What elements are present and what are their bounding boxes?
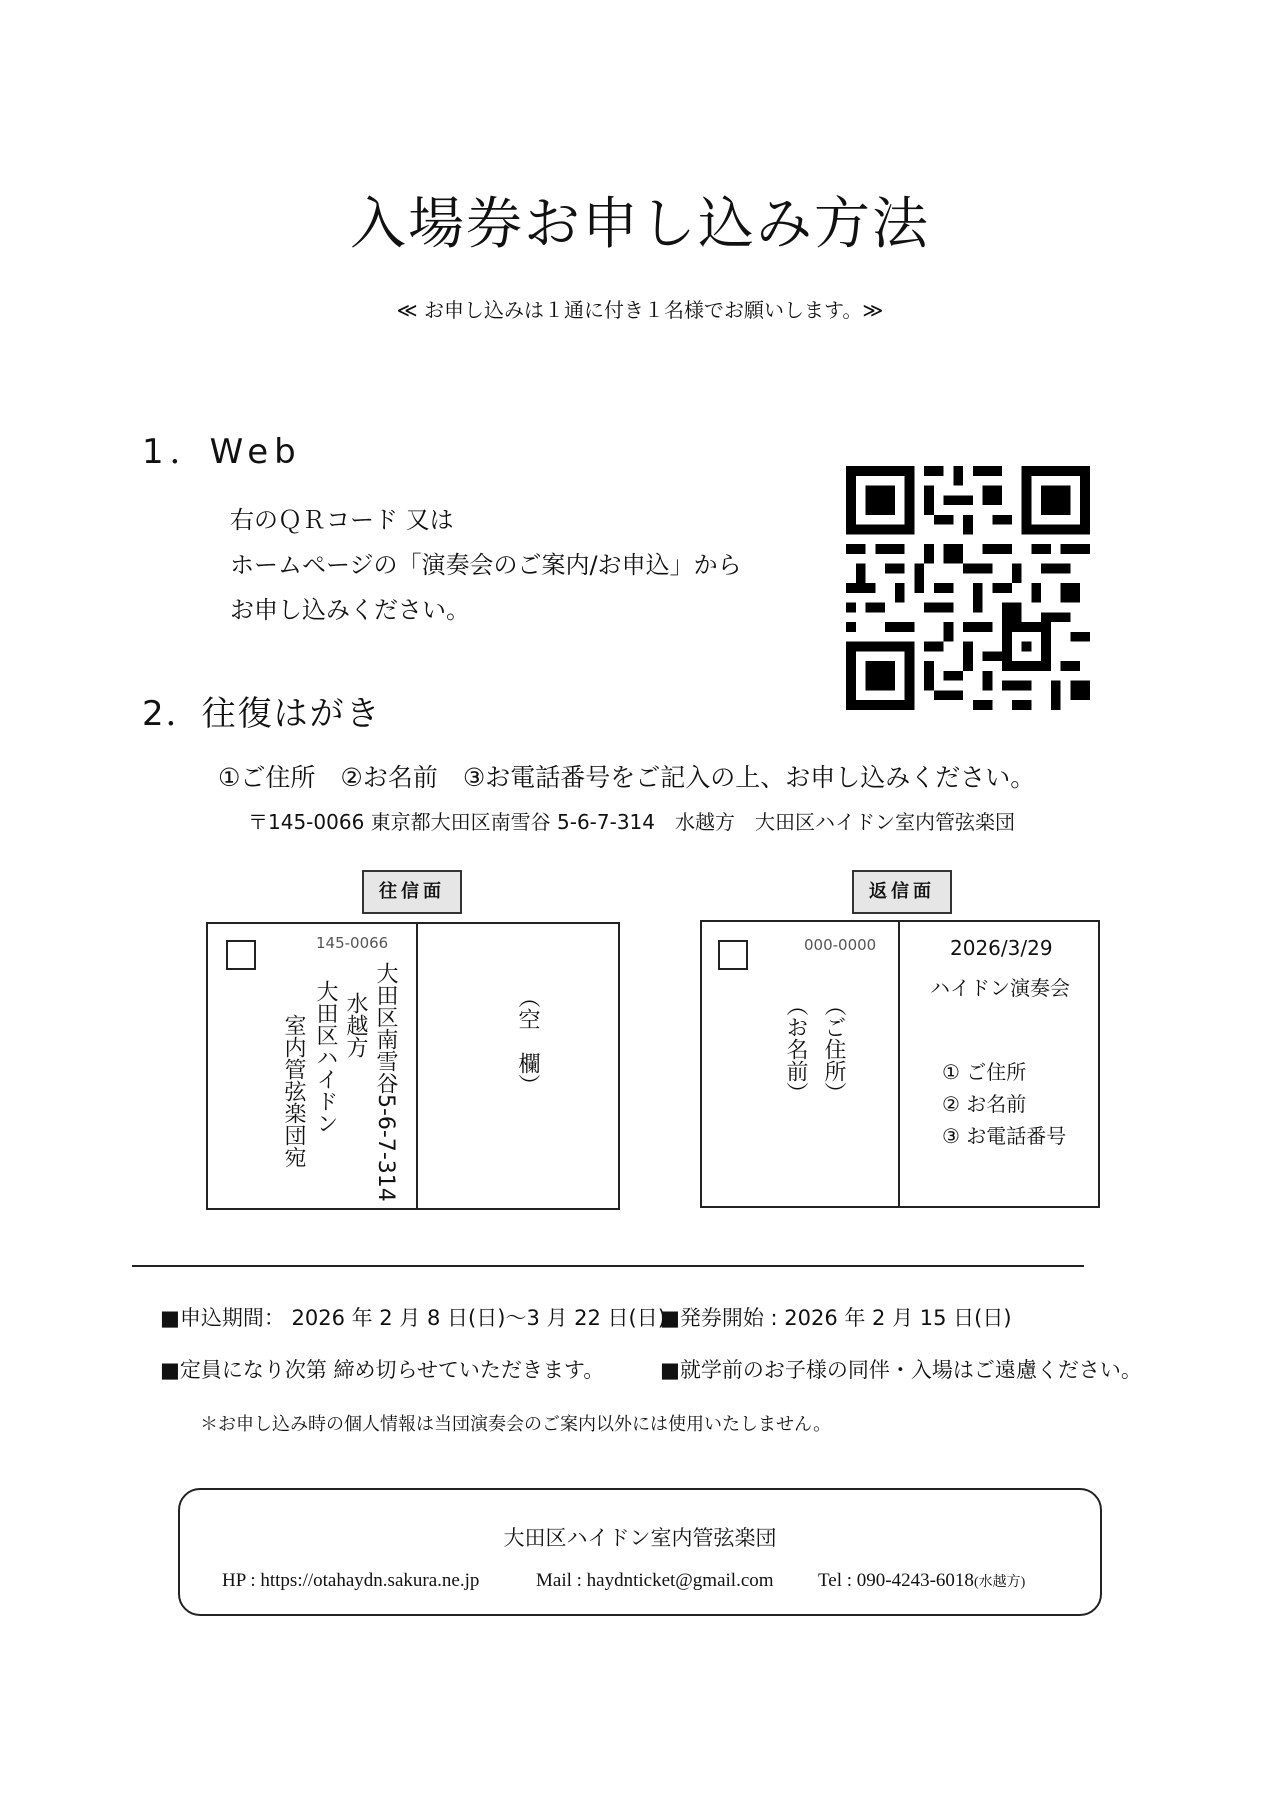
reply-item-3: ③ お電話番号: [942, 1124, 1067, 1148]
application-period: ■申込期間： 2026 年 2 月 8 日(日)〜3 月 22 日(日): [160, 1306, 666, 1330]
section-web-heading: 1．Web: [142, 432, 302, 472]
homepage-link[interactable]: HP : https://otahaydn.sakura.ne.jp: [222, 1570, 480, 1591]
capacity-note: ■定員になり次第 締め切らせていただきます。: [160, 1358, 605, 1382]
phone-number: [818, 1570, 1025, 1592]
outgoing-address-line2: 水越方: [343, 992, 368, 1058]
section-postcard-heading: 2．往復はがき: [142, 694, 382, 734]
outgoing-blank-text: （空 欄）: [515, 986, 540, 1096]
outgoing-address-line1: 大田区南雪谷5-6-7-314: [373, 962, 398, 1202]
page-subtitle: ≪ お申し込みは１通に付き１名様でお願いします。≫: [396, 298, 884, 322]
footer-org: 大田区ハイドン室内管弦楽団: [503, 1526, 777, 1550]
reply-zip: 000-0000: [804, 936, 877, 954]
reply-date: 2026/3/29: [950, 936, 1053, 960]
outgoing-side-label: 往信面: [362, 870, 462, 914]
phone-text: Tel : 090-4243-6018: [818, 1570, 974, 1591]
outgoing-org-line2: 室内管弦楽団宛: [281, 1014, 306, 1168]
children-note: ■就学前のお子様の同伴・入場はご遠慮ください。: [660, 1358, 1142, 1382]
reply-side-label: 返信面: [852, 870, 952, 914]
divider: [132, 1265, 1084, 1267]
outgoing-org-line1: 大田区ハイドン: [313, 980, 338, 1134]
web-line-2: ホームページの「演奏会のご案内/お申込」から: [230, 551, 742, 579]
postcard-address: 〒145-0066 東京都大田区南雪谷 5-6-7-314 水越方 大田区ハイドン室内管弦楽団: [248, 810, 1016, 834]
outgoing-zip: 145-0066: [316, 934, 389, 952]
email-link[interactable]: Mail : haydnticket@gmail.com: [536, 1570, 774, 1591]
page-title: 入場券お申し込み方法: [350, 192, 930, 257]
web-line-1: 右のＱＲコード 又は: [230, 506, 454, 534]
contact-box: [178, 1488, 1102, 1616]
postcard-steps: ①ご住所 ②お名前 ③お電話番号をご記入の上、お申し込みください。: [218, 763, 1036, 792]
stamp-box: [226, 940, 256, 970]
reply-item-2: ② お名前: [942, 1092, 1027, 1116]
stamp-box: [718, 940, 748, 970]
reply-your-name: （お名前）: [783, 994, 808, 1104]
reply-your-address: （ご住所）: [821, 994, 846, 1104]
web-line-3: お申し込みください。: [230, 596, 470, 624]
reply-event: ハイドン演奏会: [930, 976, 1070, 1000]
phone-note: (水越方): [973, 1575, 1026, 1590]
privacy-note: ＊お申し込み時の個人情報は当団演奏会のご案内以外には使用いたしません。: [200, 1414, 832, 1435]
reply-item-1: ① ご住所: [942, 1060, 1027, 1084]
ticket-issue-start: ■発券開始 : 2026 年 2 月 15 日(日): [660, 1306, 1012, 1330]
qr-code-icon[interactable]: [846, 466, 1090, 710]
